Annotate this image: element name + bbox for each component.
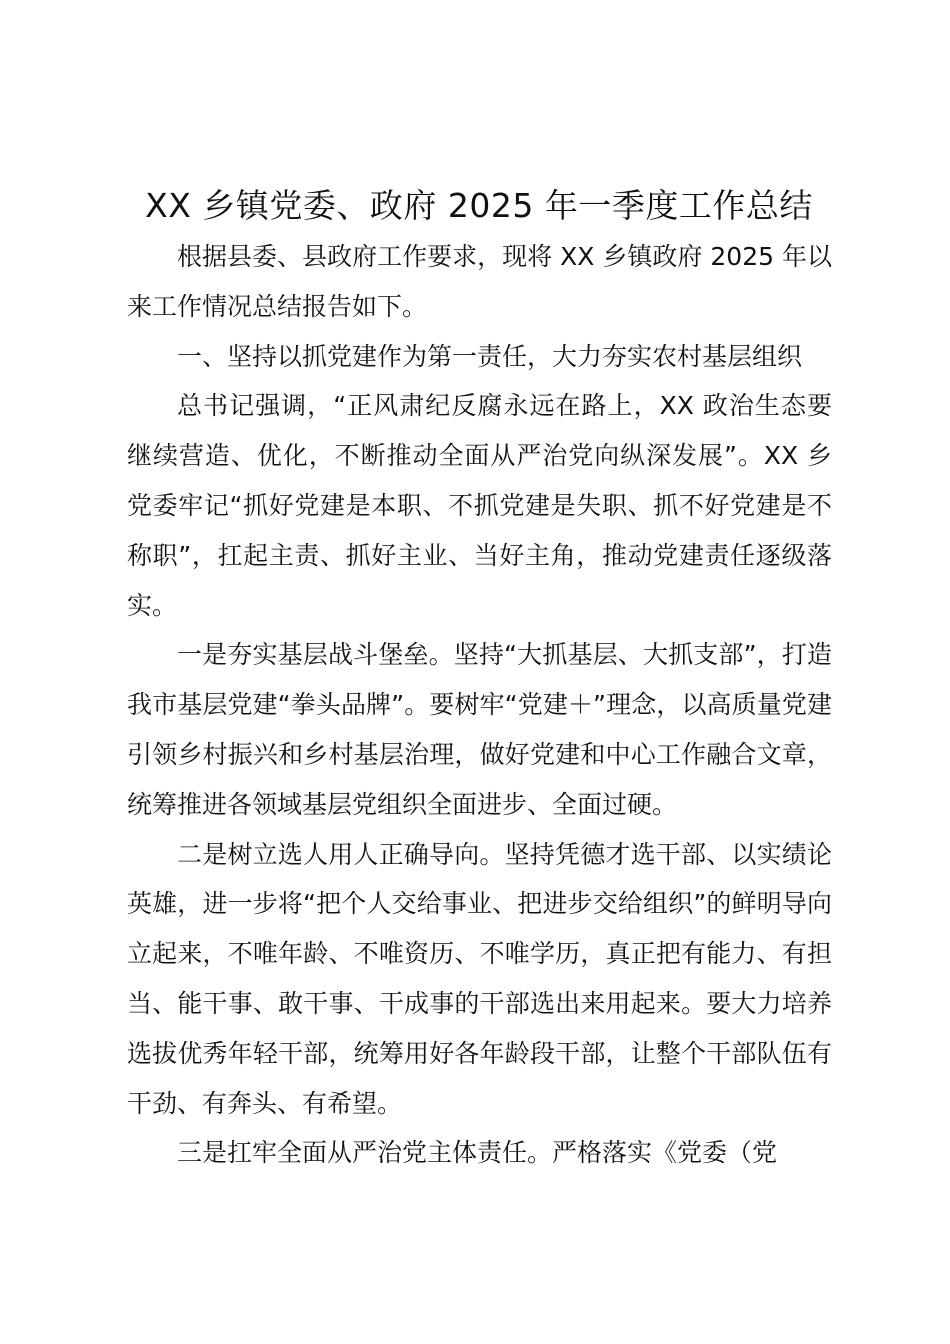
- document-body: [127, 232, 832, 1178]
- section-heading: 一、坚持以抓党建作为第一责任，大力夯实农村基层组织: [177, 341, 803, 371]
- point-1-paragraph: 一是夯实基层战斗堡垒。坚持“大抓基层、大抓支部”，打造我市基层党建“拳头品牌”。要树牢“党建＋”理念，以高质量党建引领乡村振兴和乡村基层治理，做好党建和中心工作融合文章，统筹推进各领域基层党组织全面进步、全面过硬。: [127, 640, 832, 819]
- intro-paragraph: 根据县委、县政府工作要求，现将 XX 乡镇政府 2025 年以来工作情况总结报告如下。: [127, 242, 832, 321]
- point-2-paragraph: 二是树立选人用人正确导向。坚持凭德才选干部、以实绩论英雄，进一步将“把个人交给事业、把进步交给组织”的鲜明导向立起来，不唯年龄、不唯资历、不唯学历，真正把有能力、有担当、能干事、敢干事、干成事的干部选出来用起来。要大力培养选拔优秀年轻干部，统筹用好各年龄段干部，让整个干部队伍有干劲、有奔头、有希望。: [127, 839, 832, 1118]
- summary-paragraph: 总书记强调，“正风肃纪反腐永远在路上，XX 政治生态要继续营造、优化，不断推动全面从严治党向纵深发展”。XX 乡党委牢记“抓好党建是本职、不抓党建是失职、抓不好党建是不称职”，扛起主责、抓好主业、当好主角，推动党建责任逐级落实。: [127, 391, 832, 620]
- point-3-paragraph: 三是扛牢全面从严治党主体责任。严格落实《党委（党: [177, 1138, 778, 1168]
- document-title: XX 乡镇党委、政府 2025 年一季度工作总结: [145, 186, 813, 225]
